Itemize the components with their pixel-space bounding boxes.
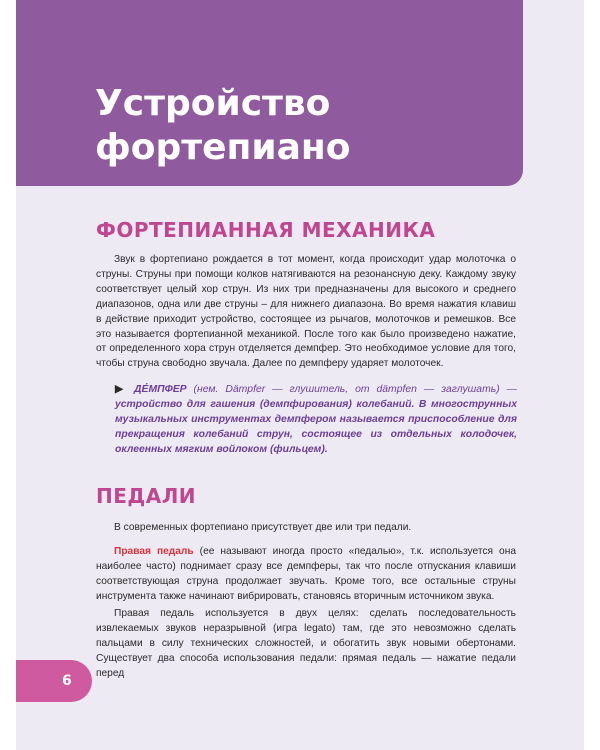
definition-term: ДЕ́МПФЕР [134,384,187,395]
section-heading-pedals: ПЕДАЛИ [96,484,197,508]
damper-definition-note [115,383,517,458]
chapter-title: Устройство фортепиано [95,83,351,168]
triangle-bullet-icon: ▶ [115,384,128,395]
page-number-tab [16,660,92,702]
right-pedal-usage-paragraph: Правая педаль используется в двух целях: сделать последовательность извлекаемых звуков неразрывной (игра legato) там, где это невозможно сделать пальцами в силу технических сложностей, и обогатить звук новыми обертонами. Существует два способа использования педали: прямая педаль — нажатие педали перед [96,608,516,679]
right-pedal-term: Правая педаль [114,546,194,557]
pedals-intro-paragraph: В современных фортепиано присутствует две или три педали. [114,522,412,533]
section-heading-mechanics: ФОРТЕПИАННАЯ МЕХАНИКА [96,218,436,242]
definition-etymology: (нем. Dämpfer — глушитель, от dämpfen — заглушать) — [193,384,518,395]
page-number: 6 [62,673,72,689]
definition-text: устройство для гашения (демпфирования) колебаний. В многострунных музыкальных инструментах демпфером называется приспособление для прекращения колебаний струн, состоящее из отдельных колодочек, оклеенных мягким войлоком (фильцем). [115,398,517,455]
right-pedal-text: (ее называют иногда просто «педалью», т.к. используется она наиболее часто) поднимает сразу все демпферы, так что после отпускания клавиши соответствующая струна продолжает звучать. Кроме того, все остальные струны инструмента также начинают вибрировать, становясь вторичным источником звука. [96,546,516,602]
mechanics-paragraph: Звук в фортепиано рождается в тот момент, когда происходит удар молоточка о струны. Струны при помощи колков натягиваются на резонансную деку. Каждому звуку соответствует целый хор струн. Из них три предназначены для высокого и среднего диапазонов, одна или две струны – для нижнего диапазона. Во время нажатия клавиш в действие приходит устройство, состоящее из рычагов, молоточков и ремешков. Все это называется фортепианной механикой. После того как было произведено нажатие, от определенного хора струн отделяется демпфер. Это необходимое условие для того, чтобы струна свободно звучала. Далее по демпферу ударяет молоточек. [96,254,516,370]
right-pedal-paragraph [96,545,516,605]
page-margin [584,0,600,750]
